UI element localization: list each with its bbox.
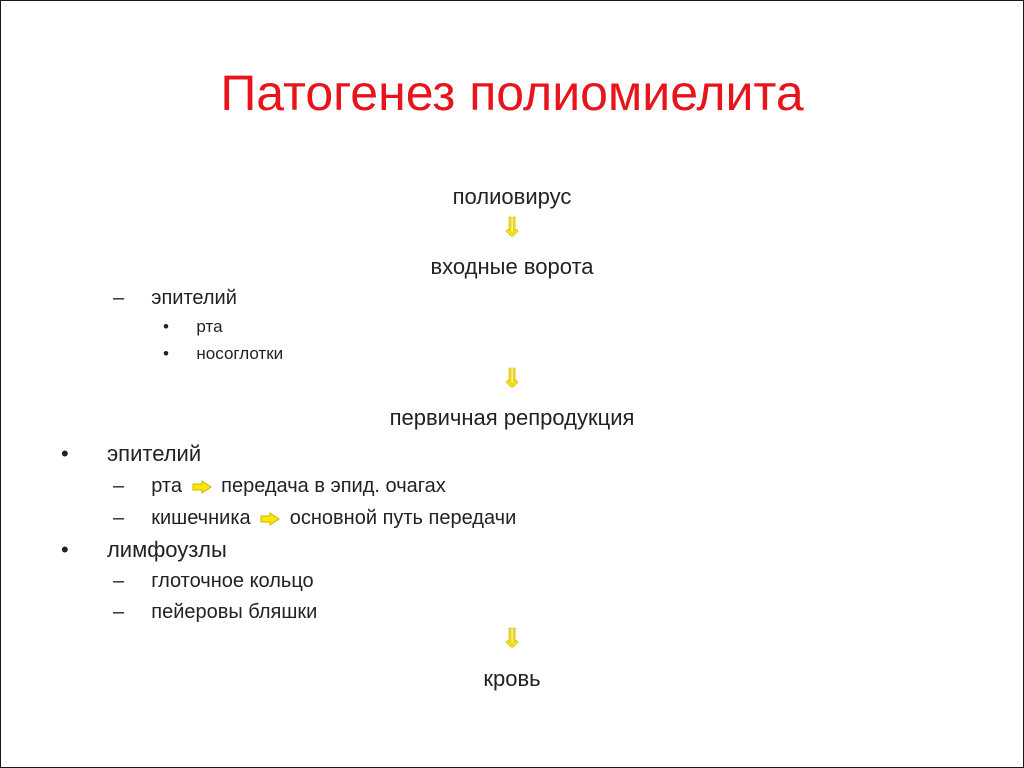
double-down-arrow-icon: ⇓ — [501, 212, 523, 242]
double-down-arrow-icon: ⇓ — [501, 623, 523, 653]
reproduction-item-mouth — [113, 474, 446, 498]
dash-bullet: – — [113, 507, 125, 529]
dash-bullet: – — [113, 570, 125, 592]
slide-title: Патогенез полиомиелита — [220, 65, 804, 121]
item-text: пейеровы бляшки — [151, 601, 318, 623]
group-label: лимфоузлы — [106, 537, 227, 562]
gate-subitem-label: рта — [196, 317, 223, 336]
item-right: передача в эпид. очагах — [221, 475, 446, 497]
flow-step-blood: кровь — [483, 666, 541, 691]
item-left: кишечника — [151, 507, 251, 529]
group-label: эпителий — [106, 441, 202, 466]
gate-subitem-nasopharynx — [163, 344, 283, 364]
dot-bullet: • — [163, 317, 169, 336]
dot-bullet: • — [61, 537, 69, 562]
dash-bullet: – — [113, 475, 125, 497]
item-text: глоточное кольцо — [151, 570, 314, 592]
right-arrow-icon — [192, 480, 212, 494]
dot-bullet: • — [163, 344, 169, 363]
dot-bullet: • — [61, 441, 69, 466]
reproduction-item-intestine — [113, 506, 516, 530]
reproduction-item-peyer-patches — [113, 600, 317, 624]
double-down-arrow-icon: ⇓ — [501, 363, 523, 393]
dash-bullet: – — [113, 601, 125, 623]
gate-subitem-mouth — [163, 317, 223, 337]
reproduction-group-lymph-nodes — [61, 537, 227, 563]
flow-step-entry-gate: входные ворота — [430, 254, 594, 279]
item-right: основной путь передачи — [289, 507, 517, 529]
reproduction-item-pharyngeal-ring — [113, 569, 314, 593]
gate-subitem-label: носоглотки — [196, 344, 284, 363]
dash-bullet: – — [113, 287, 125, 309]
gate-item-label: эпителий — [151, 287, 237, 309]
flow-step-primary-reproduction: первичная репродукция — [389, 405, 635, 430]
gate-item-epithelium — [113, 286, 237, 310]
reproduction-group-epithelium — [61, 441, 201, 467]
right-arrow-icon — [260, 512, 280, 526]
flow-step-poliovirus: полиовирус — [452, 184, 572, 209]
item-left: рта — [151, 475, 182, 497]
